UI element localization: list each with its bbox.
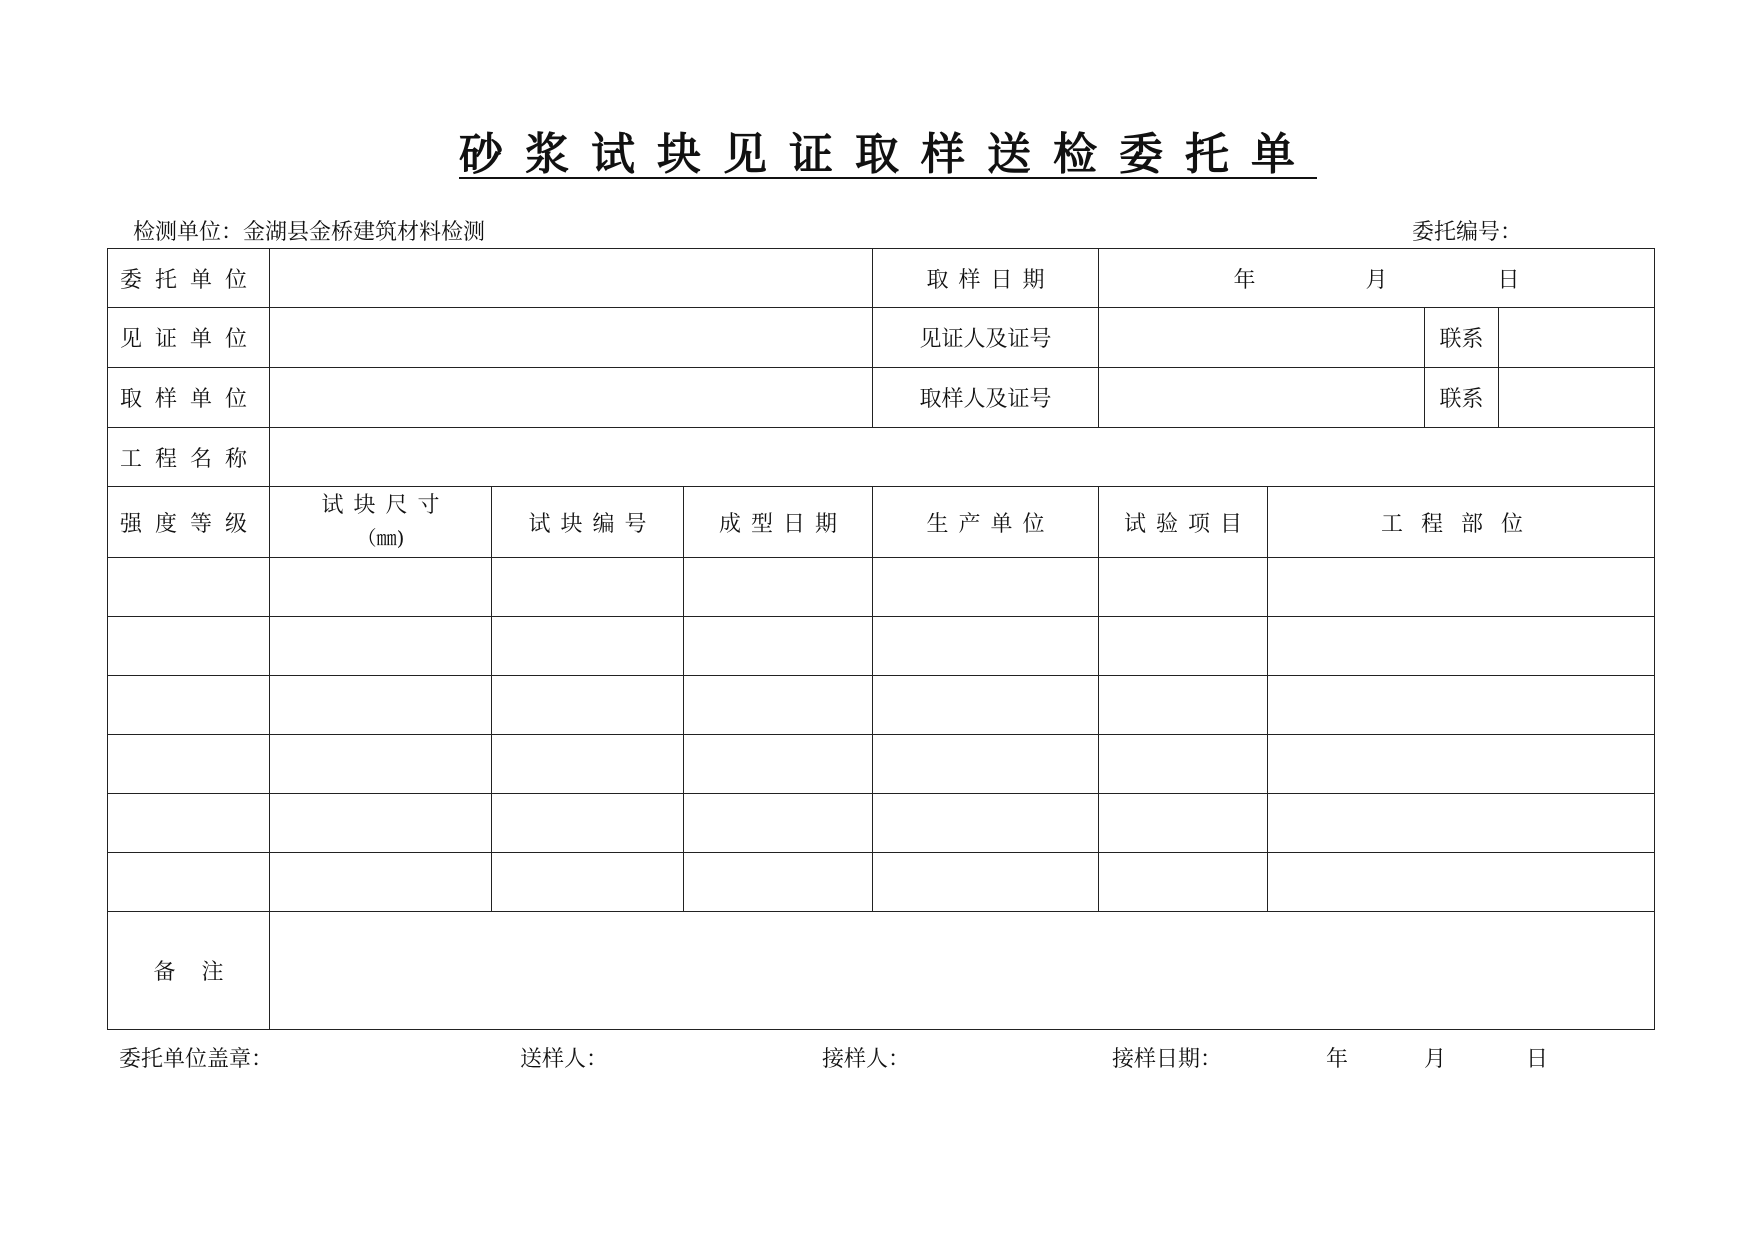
lab-info	[133, 219, 485, 247]
cell-project-part[interactable]	[1268, 735, 1655, 794]
cell-block-no[interactable]	[492, 853, 684, 912]
cell-producer[interactable]	[873, 558, 1099, 617]
order-no-label: 委托编号：	[1412, 220, 1523, 245]
form-title-wrapper	[0, 118, 1754, 182]
cell-block-no[interactable]	[492, 676, 684, 735]
field-witness-contact[interactable]	[1499, 308, 1654, 367]
table-row	[108, 735, 1655, 794]
field-client-unit[interactable]	[270, 249, 873, 308]
table-row	[108, 558, 1655, 617]
cell-test-item[interactable]	[1099, 558, 1268, 617]
label-client-unit: 委托单位	[108, 249, 270, 308]
sampling-month-label: 月	[1365, 267, 1388, 293]
header-producer: 生产单位	[873, 487, 1099, 558]
cell-project-part[interactable]	[1268, 853, 1655, 912]
label-witness-unit: 见证单位	[108, 308, 270, 368]
cell-molding-date[interactable]	[684, 794, 873, 853]
cell-block-size[interactable]	[270, 853, 492, 912]
footer-stamp	[119, 1046, 273, 1074]
cell-molding-date[interactable]	[684, 735, 873, 794]
row-sampling-unit	[108, 368, 1655, 428]
field-witness-person[interactable]	[1099, 308, 1425, 368]
footer-year: 年	[1326, 1047, 1349, 1072]
footer-sender-label: 送样人：	[520, 1047, 609, 1072]
label-sampling-unit: 取样单位	[108, 368, 270, 428]
order-no	[1412, 219, 1522, 247]
row-column-headers	[108, 487, 1655, 558]
cell-test-item[interactable]	[1099, 617, 1268, 676]
cell-project-part[interactable]	[1268, 617, 1655, 676]
form-title: 砂浆试块见证取样送检委托单	[459, 129, 1317, 180]
sampling-day-label: 日	[1497, 267, 1520, 293]
cell-strength-grade[interactable]	[108, 617, 270, 676]
field-project-name[interactable]	[270, 428, 1655, 487]
cell-block-no[interactable]	[492, 794, 684, 853]
footer-day: 日	[1526, 1047, 1549, 1072]
row-client-unit	[108, 249, 1655, 308]
field-sampler-contact[interactable]	[1499, 368, 1654, 427]
footer-receiver-label: 接样人：	[822, 1047, 911, 1072]
field-sampling-date[interactable]	[1099, 249, 1655, 308]
label-sampling-date: 取样日期	[873, 249, 1099, 308]
field-sampling-unit[interactable]	[270, 368, 873, 428]
header-block-size-unit: （㎜)	[356, 526, 405, 550]
lab-label: 检测单位：	[133, 220, 244, 245]
row-remarks	[108, 912, 1655, 1030]
sampling-year-label: 年	[1233, 267, 1256, 293]
header-project-part: 工程部位	[1268, 487, 1655, 558]
cell-block-size[interactable]	[270, 617, 492, 676]
cell-test-item[interactable]	[1099, 853, 1268, 912]
footer-stamp-label: 委托单位盖章：	[119, 1047, 274, 1072]
header-test-item: 试验项目	[1099, 487, 1268, 558]
footer-receive-date	[1112, 1046, 1222, 1074]
header-block-no: 试块编号	[492, 487, 684, 558]
cell-test-item[interactable]	[1099, 676, 1268, 735]
field-remarks[interactable]	[270, 912, 1655, 1030]
cell-strength-grade[interactable]	[108, 794, 270, 853]
cell-producer[interactable]	[873, 735, 1099, 794]
row-witness-unit	[108, 308, 1655, 368]
table-row	[108, 617, 1655, 676]
cell-test-item[interactable]	[1099, 794, 1268, 853]
cell-block-no[interactable]	[492, 558, 684, 617]
header-block-size	[270, 487, 492, 558]
cell-molding-date[interactable]	[684, 558, 873, 617]
label-witness-contact: 联系	[1425, 308, 1499, 367]
cell-producer[interactable]	[873, 676, 1099, 735]
cell-block-size[interactable]	[270, 558, 492, 617]
label-sampler-person: 取样人及证号	[873, 368, 1099, 428]
cell-strength-grade[interactable]	[108, 676, 270, 735]
footer-receive-date-label: 接样日期：	[1112, 1047, 1223, 1072]
table-row	[108, 676, 1655, 735]
label-remarks: 备注	[108, 912, 270, 1030]
footer-receiver	[822, 1046, 910, 1074]
cell-block-no[interactable]	[492, 617, 684, 676]
lab-name: 金湖县金桥建筑材料检测	[243, 220, 486, 245]
entrust-form-table	[107, 248, 1655, 1030]
cell-strength-grade[interactable]	[108, 853, 270, 912]
header-block-size-label: 试块尺寸	[321, 493, 450, 518]
witness-contact-cell	[1425, 308, 1655, 368]
cell-block-size[interactable]	[270, 735, 492, 794]
cell-strength-grade[interactable]	[108, 735, 270, 794]
cell-molding-date[interactable]	[684, 617, 873, 676]
field-sampler-person[interactable]	[1099, 368, 1425, 428]
header-strength-grade: 强度等级	[108, 487, 270, 558]
field-witness-unit[interactable]	[270, 308, 873, 368]
header-molding-date: 成型日期	[684, 487, 873, 558]
cell-molding-date[interactable]	[684, 853, 873, 912]
cell-block-size[interactable]	[270, 794, 492, 853]
cell-producer[interactable]	[873, 794, 1099, 853]
cell-project-part[interactable]	[1268, 676, 1655, 735]
sampler-contact-cell	[1425, 368, 1655, 428]
cell-project-part[interactable]	[1268, 558, 1655, 617]
row-project-name	[108, 428, 1655, 487]
cell-test-item[interactable]	[1099, 735, 1268, 794]
table-row	[108, 853, 1655, 912]
table-row	[108, 794, 1655, 853]
cell-producer[interactable]	[873, 853, 1099, 912]
cell-molding-date[interactable]	[684, 676, 873, 735]
cell-producer[interactable]	[873, 617, 1099, 676]
label-sampler-contact: 联系	[1425, 368, 1499, 427]
cell-block-no[interactable]	[492, 735, 684, 794]
label-witness-person: 见证人及证号	[873, 308, 1099, 368]
cell-project-part[interactable]	[1268, 794, 1655, 853]
footer-month: 月	[1424, 1047, 1447, 1072]
cell-strength-grade[interactable]	[108, 558, 270, 617]
cell-block-size[interactable]	[270, 676, 492, 735]
label-project-name: 工程名称	[108, 428, 270, 487]
footer-sender	[520, 1046, 608, 1074]
